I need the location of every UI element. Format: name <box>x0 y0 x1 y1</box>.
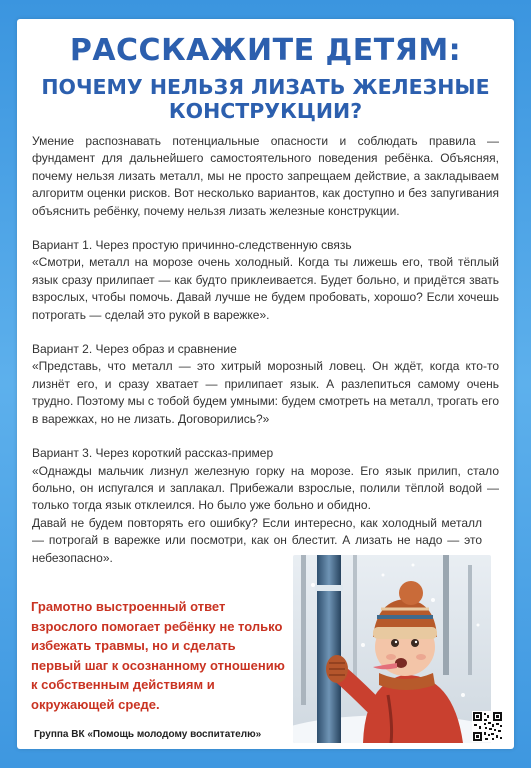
footer-vk-group: Группа ВК «Помощь молодому воспитателю» <box>34 729 262 740</box>
variant-1-heading: Вариант 1. Через простую причинно-следственную связь <box>32 238 352 253</box>
variant-2-text: «Представь, что металл — это хитрый морозный ловец. Он ждёт, когда кто-то лизнёт его, и сразу хватает — прилипает язык. А разлепиться самому очень трудно. Поэтому мы с тобой будем умными: будем смотреть на металл, трогать его в варежках, но не лизать. Договорились?» <box>32 359 499 426</box>
title-subtitle-line2: КОНСТРУКЦИИ? <box>168 99 363 123</box>
conclusion-highlight: Грамотно выстроенный ответ взрослого помогает ребёнку не только избежать травмы, но и сделать первый шаг к осознанному отношению к собственным действиям и окружающей среде. <box>31 599 285 712</box>
variant-3-heading: Вариант 3. Через короткий рассказ-пример <box>32 446 274 461</box>
intro-paragraph: Умение распознавать потенциальные опасности и соблюдать правила — фундамент для дальнейшего самостоятельного поведения ребёнка. Объясняя, почему нельзя лизать металл, мы не просто запрещаем действие, а закладываем алгоритм оценки рисков. Вот несколько вариантов, как доступно и без запугивания объяснить ребёнку, почему нельзя лизать железные конструкции. <box>32 134 499 218</box>
child-licking-pole-illustration <box>293 555 491 743</box>
title-subtitle <box>17 75 514 123</box>
variant-3-text-continued: Давай не будем повторять его ошибку? Если интересно, как холодный металл — потрогай в варежке или посмотри, как он блестит. А лизать не надо — это небезопасно». <box>32 515 482 565</box>
article-body <box>32 133 499 567</box>
poster-panel <box>17 19 514 749</box>
qr-code-icon[interactable] <box>472 711 503 742</box>
title-main: РАССКАЖИТЕ ДЕТЯМ: <box>69 33 462 68</box>
variant-2-heading: Вариант 2. Через образ и сравнение <box>32 342 237 357</box>
variant-3-text: «Однажды мальчик лизнул железную горку на морозе. Его язык прилип, стало больно, он испугался и заплакал. Прибежали взрослые, полили тёплой водой — только тогда язык отклеился. Но было уже больно и обидно. <box>32 463 499 513</box>
title-subtitle-line1: ПОЧЕМУ НЕЛЬЗЯ ЛИЗАТЬ ЖЕЛЕЗНЫЕ <box>41 75 490 99</box>
variant-1-text: «Смотри, металл на морозе очень холодный. Когда ты лижешь его, твой тёплый язык сразу прилипает — как будто приклеивается. Будет больно, и придётся звать взрослых, чтобы помочь. Давай лучше не будем пробовать, хорошо? Если хочешь потрогать — сделай это рукой в варежке». <box>32 255 499 322</box>
